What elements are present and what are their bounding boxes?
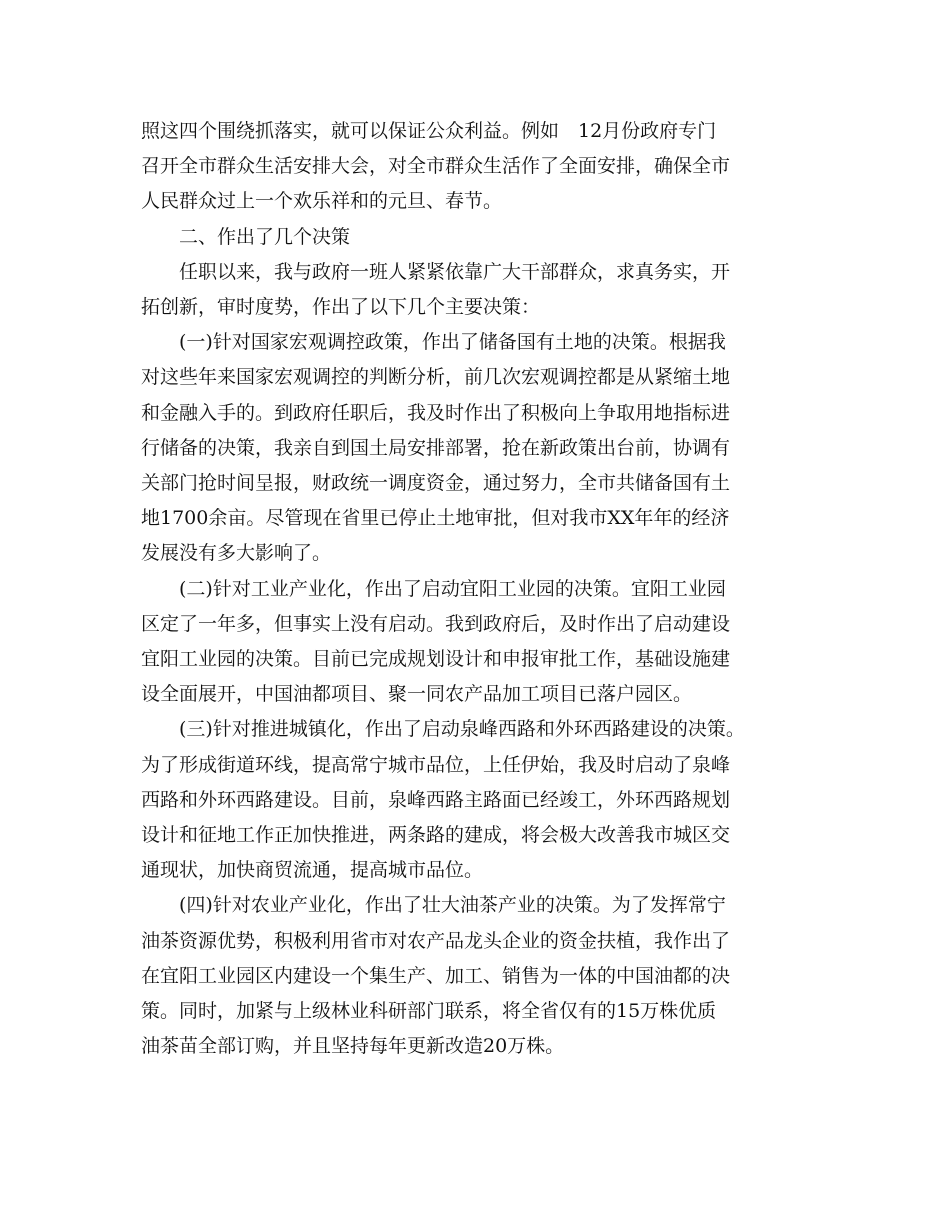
paragraph-intro: [141, 255, 821, 325]
text-line: 和金融入手的。到政府任职后，我及时作出了积极向上争取用地指标进: [141, 401, 731, 424]
text-line: 区定了一年多，但事实上没有启动。我到政府后，及时作出了启动建设: [141, 612, 731, 635]
paragraph-decision-1: [141, 325, 821, 571]
text-line: 设全面展开，中国油都项目、聚一同农产品加工项目已落户园区。: [141, 683, 693, 706]
paragraph-1: [141, 114, 821, 220]
paragraph-decision-2: [141, 572, 821, 713]
text-line: (四)针对农业产业化，作出了壮大油茶产业的决策。为了发挥常宁: [179, 894, 726, 917]
text-line: 油茶苗全部订购，并且坚持每年更新改造20万株。: [141, 1035, 565, 1058]
text-line: 对这些年来国家宏观调控的判断分析，前几次宏观调控都是从紧缩土地: [141, 366, 731, 389]
text-line: 任职以来，我与政府一班人紧紧依靠广大干部群众，求真务实，开: [179, 260, 731, 283]
text-line: 策。同时，加紧与上级林业科研部门联系，将全省仅有的15万株优质: [141, 1000, 717, 1023]
text-line: 为了形成街道环线，提高常宁城市品位，上任伊始，我及时启动了泉峰: [141, 753, 731, 776]
text-line: 发展没有多大影响了。: [141, 542, 332, 565]
text-line: (三)针对推进城镇化，作出了启动泉峰西路和外环西路建设的决策。: [179, 718, 745, 741]
text-line: (一)针对国家宏观调控政策，作出了储备国有土地的决策。根据我: [179, 331, 726, 354]
text-line: 人民群众过上一个欢乐祥和的元旦、春节。: [141, 190, 503, 213]
section-heading: [141, 220, 821, 255]
text-line: 油茶资源优势，积极利用省市对农产品龙头企业的资金扶植，我作出了: [141, 929, 731, 952]
text-line: 宜阳工业园的决策。目前已完成规划设计和申报审批工作，基础设施建: [141, 648, 731, 671]
text-line: 在宜阳工业园区内建设一个集生产、加工、销售为一体的中国油都的决: [141, 964, 731, 987]
text-line: 关部门抢时间呈报，财政统一调度资金，通过努力，全市共储备国有土: [141, 472, 731, 495]
text-line: 地1700余亩。尽管现在省里已停止土地审批，但对我市XX年年的经济: [141, 507, 730, 530]
document-body: [141, 114, 821, 1064]
paragraph-decision-3: [141, 712, 821, 888]
text-line: 设计和征地工作正加快推进，两条路的建成，将会极大改善我市城区交: [141, 824, 731, 847]
text-line: 照这四个围绕抓落实，就可以保证公众利益。例如 12月份政府专门: [141, 120, 717, 142]
text-line: 西路和外环西路建设。目前，泉峰西路主路面已经竣工，外环西路规划: [141, 788, 731, 811]
text-line: 召开全市群众生活安排大会，对全市群众生活作了全面安排，确保全市: [141, 155, 731, 178]
text-line: 拓创新，审时度势，作出了以下几个主要决策：: [141, 296, 541, 319]
text-line: 行储备的决策，我亲自到国土局安排部署，抢在新政策出台前，协调有: [141, 436, 731, 459]
heading-line: 二、作出了几个决策: [179, 225, 351, 248]
text-line: 通现状，加快商贸流通，提高城市品位。: [141, 859, 484, 882]
text-line: (二)针对工业产业化，作出了启动宜阳工业园的决策。宜阳工业园: [179, 577, 726, 600]
paragraph-decision-4: [141, 888, 821, 1064]
